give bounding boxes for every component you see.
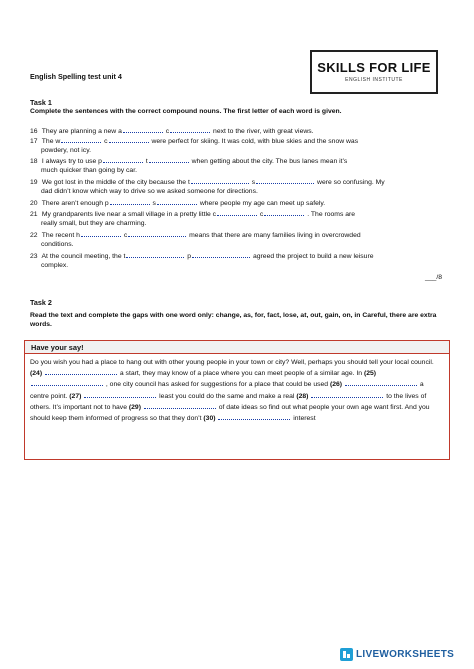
item-text: They are planning a new a [41, 128, 122, 135]
liveworksheets-logo-icon [340, 648, 353, 661]
answer-gap-24[interactable] [45, 368, 117, 375]
passage-text: to the lives of others. It’s important not to have [30, 392, 427, 411]
task1-item-20 [30, 198, 448, 208]
item-number: 18 [30, 158, 38, 165]
logo-sub-text: ENGLISH INSTITUTE [345, 77, 403, 83]
item-number: 17 [30, 138, 38, 145]
answer-gap-18b[interactable] [149, 156, 189, 163]
answer-gap-21a[interactable] [217, 209, 257, 216]
passage-text: a start, they may know of a place where you can meet people of a similar age. In [117, 370, 364, 378]
item-continuation: conditions. [41, 241, 74, 248]
item-text: At the council meeting, the t [41, 253, 126, 260]
item-text: c [121, 232, 128, 239]
passage-text: Do you wish you had a place to hang out with other young people in your town or city? Well, perhaps you should tell your local council. [30, 359, 434, 366]
task1-item-21 [30, 209, 448, 228]
answer-gap-22b[interactable] [128, 230, 186, 237]
answer-gap-27[interactable] [84, 391, 156, 398]
item-text: . The rooms are [305, 211, 356, 218]
gap-number-26: (26) [329, 381, 343, 389]
answer-gap-22a[interactable] [81, 230, 121, 237]
liveworksheets-brand[interactable] [340, 646, 454, 662]
answer-gap-18a[interactable] [103, 156, 143, 163]
item-text: c [258, 211, 264, 218]
task1-item-16 [30, 126, 448, 136]
item-text: s [249, 179, 256, 186]
gap-number-28: (28) [296, 392, 309, 400]
task1-score: ___/8 [425, 274, 443, 281]
task2-heading: Task 2 [30, 298, 52, 307]
page-title: English Spelling test unit 4 [30, 72, 122, 81]
task1-instruction: Complete the sentences with the correct compound nouns. The first letter of each word is given. [30, 108, 342, 115]
passage-text: least you could do the same and make a real [157, 392, 297, 400]
task1-item-17 [30, 136, 448, 155]
task2-instruction: Read the text and complete the gaps with one word only: change, as, for, fact, lose, at, out, gain, on, in Careful, there are extra words. [30, 312, 437, 328]
item-text: were so confusing. My [315, 179, 385, 186]
item-text: when getting about the city. The bus lanes mean it’s [189, 158, 348, 165]
answer-gap-29[interactable] [144, 402, 216, 409]
answer-gap-23b[interactable] [192, 251, 250, 258]
item-text: I always try to use p [41, 158, 102, 165]
answer-gap-20a[interactable] [110, 198, 150, 205]
answer-gap-28[interactable] [311, 391, 383, 398]
gap-number-24: (24) [30, 370, 43, 378]
task1-item-18 [30, 156, 448, 175]
have-your-say-text [30, 358, 444, 424]
answer-gap-17b[interactable] [109, 136, 149, 143]
gap-number-27: (27) [69, 392, 82, 400]
item-text: We got lost in the middle of the city because the t [41, 179, 190, 186]
gap-number-25: (25) [363, 370, 377, 378]
answer-gap-21b[interactable] [264, 209, 304, 216]
passage-text: , one city council has asked for suggestions for a place that could be used [104, 381, 330, 389]
item-text: p [185, 253, 192, 260]
institute-logo [310, 50, 438, 94]
logo-main-text: SKILLS FOR LIFE [317, 60, 431, 75]
item-text: My grandparents live near a small village in a pretty little c [41, 211, 217, 218]
have-your-say-heading: Have your say! [24, 340, 450, 354]
item-text: next to the river, with great views. [211, 128, 314, 135]
task1-heading: Task 1 [30, 98, 52, 107]
answer-gap-25[interactable] [31, 379, 103, 386]
answer-gap-16b[interactable] [170, 126, 210, 133]
item-continuation: really small, but they are charming. [41, 220, 147, 227]
item-text: t [143, 158, 148, 165]
item-number: 19 [30, 179, 38, 186]
item-number: 21 [30, 211, 38, 218]
gap-number-30: (30) [203, 415, 216, 423]
item-number: 22 [30, 232, 38, 239]
item-continuation: much quicker than going by car. [41, 167, 137, 174]
task1-item-23 [30, 251, 448, 270]
passage-text: a centre point. [30, 381, 424, 400]
item-continuation: dad didn’t know which way to drive so we asked someone for directions. [41, 188, 258, 195]
brand-text: LIVEWORKSHEETS [356, 648, 455, 660]
item-continuation: complex. [41, 262, 69, 269]
item-text: c [163, 128, 170, 135]
item-text: The w [41, 138, 61, 145]
task1-item-19 [30, 177, 448, 196]
answer-gap-20b[interactable] [157, 198, 197, 205]
item-number: 23 [30, 253, 38, 260]
answer-gap-16a[interactable] [123, 126, 163, 133]
answer-gap-17a[interactable] [61, 136, 101, 143]
item-number: 16 [30, 128, 38, 135]
item-text: c [102, 138, 108, 145]
item-text: s [150, 200, 156, 207]
answer-gap-26[interactable] [345, 379, 417, 386]
gap-number-29: (29) [128, 403, 141, 411]
item-text: means that there are many families living in overcrowded [187, 232, 361, 239]
item-text: The recent h [41, 232, 80, 239]
item-continuation: powdery, not icy. [41, 147, 91, 154]
answer-gap-30[interactable] [218, 413, 290, 420]
answer-gap-19b[interactable] [256, 177, 314, 184]
task1-item-22 [30, 230, 448, 249]
answer-gap-19a[interactable] [191, 177, 249, 184]
item-text: agreed the project to build a new leisure [251, 253, 374, 260]
item-text: where people my age can meet up safely. [197, 200, 326, 207]
passage-text: interest [291, 415, 316, 423]
passage-text: of date ideas so find out what people your own age want first. And you should keep them informed of progress so that they don’t [30, 403, 430, 423]
answer-gap-23a[interactable] [126, 251, 184, 258]
item-text: There aren’t enough p [41, 200, 109, 207]
item-text: were perfect for skiing. It was cold, with blue skies and the snow was [149, 138, 359, 145]
item-number: 20 [30, 200, 38, 207]
